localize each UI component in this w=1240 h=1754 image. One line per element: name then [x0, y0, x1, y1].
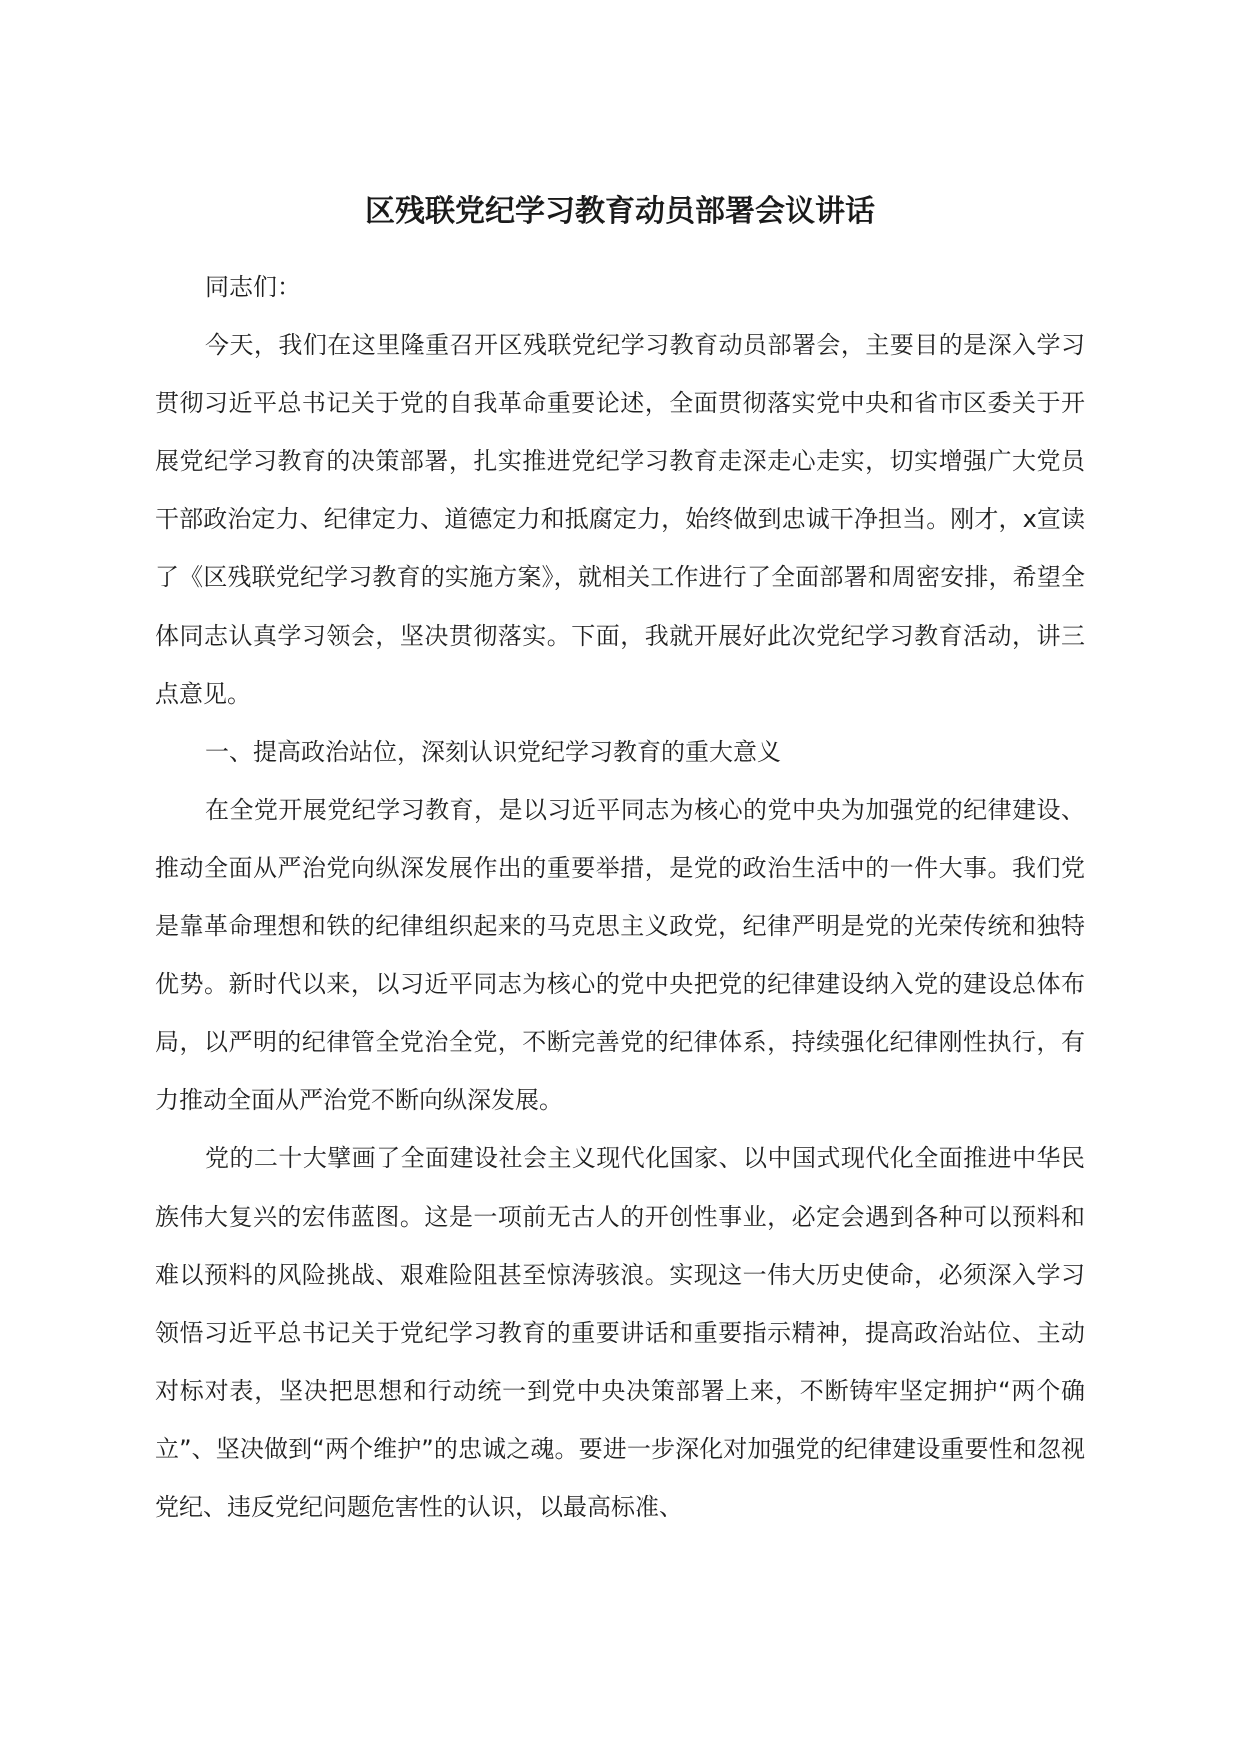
- paragraph-significance: 在全党开展党纪学习教育，是以习近平同志为核心的党中央为加强党的纪律建设、推动全面从严治党向纵深发展作出的重要举措，是党的政治生活中的一件大事。我们党是靠革命理想和铁的纪律组织起来的马克思主义政党，纪律严明是党的光荣传统和独特优势。新时代以来，以习近平同志为核心的党中央把党的纪律建设纳入党的建设总体布局，以严明的纪律管全党治全党，不断完善党的纪律体系，持续强化纪律刚性执行，有力推动全面从严治党不断向纵深发展。: [155, 795, 1085, 1115]
- paragraph-twentieth-congress: 党的二十大擘画了全面建设社会主义现代化国家、以中国式现代化全面推进中华民族伟大复兴的宏伟蓝图。这是一项前无古人的开创性事业，必定会遇到各种可以预料和难以预料的风险挑战、艰难险阻甚至惊涛骇浪。实现这一伟大历史使命，必须深入学习领悟习近平总书记关于党纪学习教育的重要讲话和重要指示精神，提高政治站位、主动对标对表，坚决把思想和行动统一到党中央决策部署上来，不断铸牢坚定拥护“两个确立”、坚决做到“两个维护”的忠诚之魂。要进一步深化对加强党的纪律建设重要性和忽视党纪、违反党纪问题危害性的认识，以最高标准、: [155, 1144, 1085, 1521]
- document-title: 区残联党纪学习教育动员部署会议讲话: [365, 194, 875, 229]
- document-body: [155, 258, 1085, 1536]
- paragraph-opening: 今天，我们在这里隆重召开区残联党纪学习教育动员部署会，主要目的是深入学习贯彻习近平总书记关于党的自我革命重要论述，全面贯彻落实党中央和省市区委关于开展党纪学习教育的决策部署，扎实推进党纪学习教育走深走心走实，切实增强广大党员干部政治定力、纪律定力、道德定力和抵腐定力，始终做到忠诚干净担当。刚才，x宣读了《区残联党纪学习教育的实施方案》，就相关工作进行了全面部署和周密安排，希望全体同志认真学习领会，坚决贯彻落实。下面，我就开展好此次党纪学习教育活动，讲三点意见。: [155, 331, 1085, 708]
- section-heading-1: 一、提高政治站位，深刻认识党纪学习教育的重大意义: [205, 737, 781, 766]
- salutation: 同志们：: [205, 273, 301, 301]
